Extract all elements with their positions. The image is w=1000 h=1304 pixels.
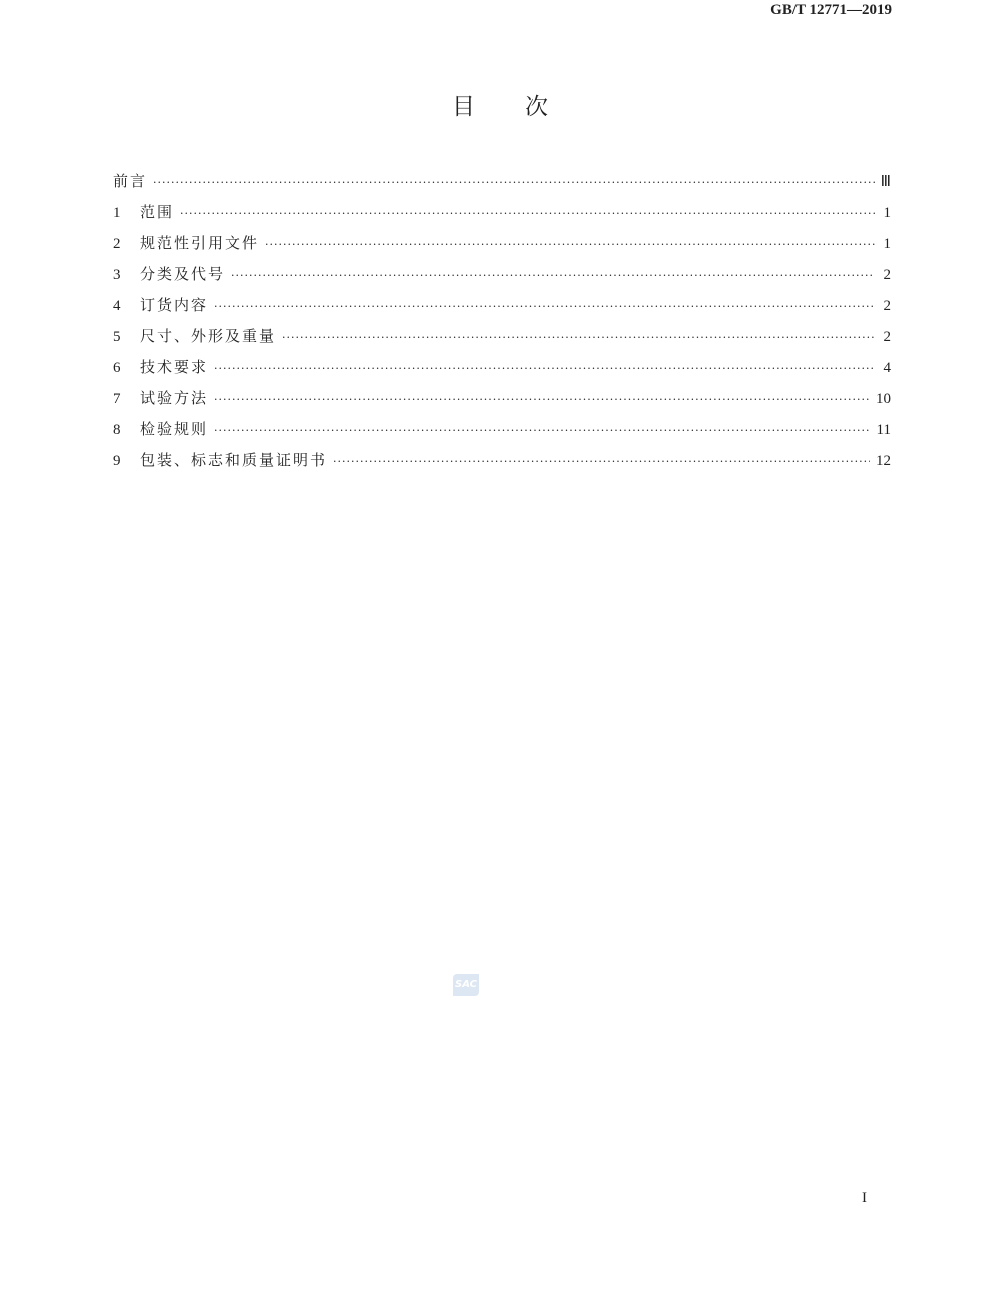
toc-entry[interactable] xyxy=(113,294,891,325)
toc-entry-label: 前言 xyxy=(113,172,148,190)
toc-entry-label: 技术要求 xyxy=(140,358,209,376)
toc-leader-dots xyxy=(231,269,875,282)
toc-entry[interactable] xyxy=(113,170,891,201)
toc-entry[interactable] xyxy=(113,263,891,294)
toc-entry[interactable] xyxy=(113,356,891,387)
toc-entry-label: 检验规则 xyxy=(140,420,209,438)
toc-entry-label: 订货内容 xyxy=(140,296,209,314)
toc-entry-number: 1 xyxy=(113,205,121,221)
toc-leader-dots xyxy=(214,300,875,313)
toc-entry-label: 尺寸、外形及重量 xyxy=(140,327,277,345)
toc-entry[interactable] xyxy=(113,325,891,356)
toc-entry-number: 6 xyxy=(113,360,121,376)
toc-entry-page: 11 xyxy=(876,422,891,438)
toc-leader-dots xyxy=(180,207,875,220)
toc-leader-dots xyxy=(214,393,870,406)
toc-leader-dots xyxy=(265,238,875,251)
toc-entry[interactable] xyxy=(113,232,891,263)
toc-entry-label: 试验方法 xyxy=(140,389,209,407)
toc-leader-dots xyxy=(153,176,875,189)
toc-entry-page: 2 xyxy=(883,267,891,283)
page-number: I xyxy=(862,1190,867,1206)
toc-entry-page: 10 xyxy=(876,391,891,407)
toc-entry-page: 12 xyxy=(876,453,891,469)
toc-entry-number: 8 xyxy=(113,422,121,438)
toc-entry-label: 规范性引用文件 xyxy=(140,234,260,252)
toc-entry-page: 1 xyxy=(883,236,891,252)
toc-leader-dots xyxy=(282,331,875,344)
toc-entry-page: 1 xyxy=(883,205,891,221)
standard-number: GB/T 12771—2019 xyxy=(770,2,892,18)
toc-entry-label: 包装、标志和质量证明书 xyxy=(140,451,328,469)
toc-entry-number: 4 xyxy=(113,298,121,314)
toc-entry-number: 7 xyxy=(113,391,121,407)
toc-entry-page: 2 xyxy=(883,329,891,345)
toc-entry-label: 分类及代号 xyxy=(140,265,226,283)
toc-entry-label: 范围 xyxy=(140,203,175,221)
toc-leader-dots xyxy=(214,362,875,375)
toc-entry-number: 3 xyxy=(113,267,121,283)
page-title: 目次 xyxy=(452,94,598,120)
toc-entry[interactable] xyxy=(113,387,891,418)
toc-entry[interactable] xyxy=(113,201,891,232)
toc-entry-number: 9 xyxy=(113,453,121,469)
toc-entry-number: 5 xyxy=(113,329,121,345)
toc-entry-page: 4 xyxy=(883,360,891,376)
sac-watermark-logo: SAC xyxy=(453,974,479,996)
toc-entry[interactable] xyxy=(113,449,891,480)
toc-leader-dots xyxy=(214,424,871,437)
toc-leader-dots xyxy=(333,455,870,468)
toc-entry[interactable] xyxy=(113,418,891,449)
toc-entry-page: 2 xyxy=(883,298,891,314)
table-of-contents xyxy=(113,170,891,480)
toc-entry-page: Ⅲ xyxy=(880,174,891,190)
toc-entry-number: 2 xyxy=(113,236,121,252)
